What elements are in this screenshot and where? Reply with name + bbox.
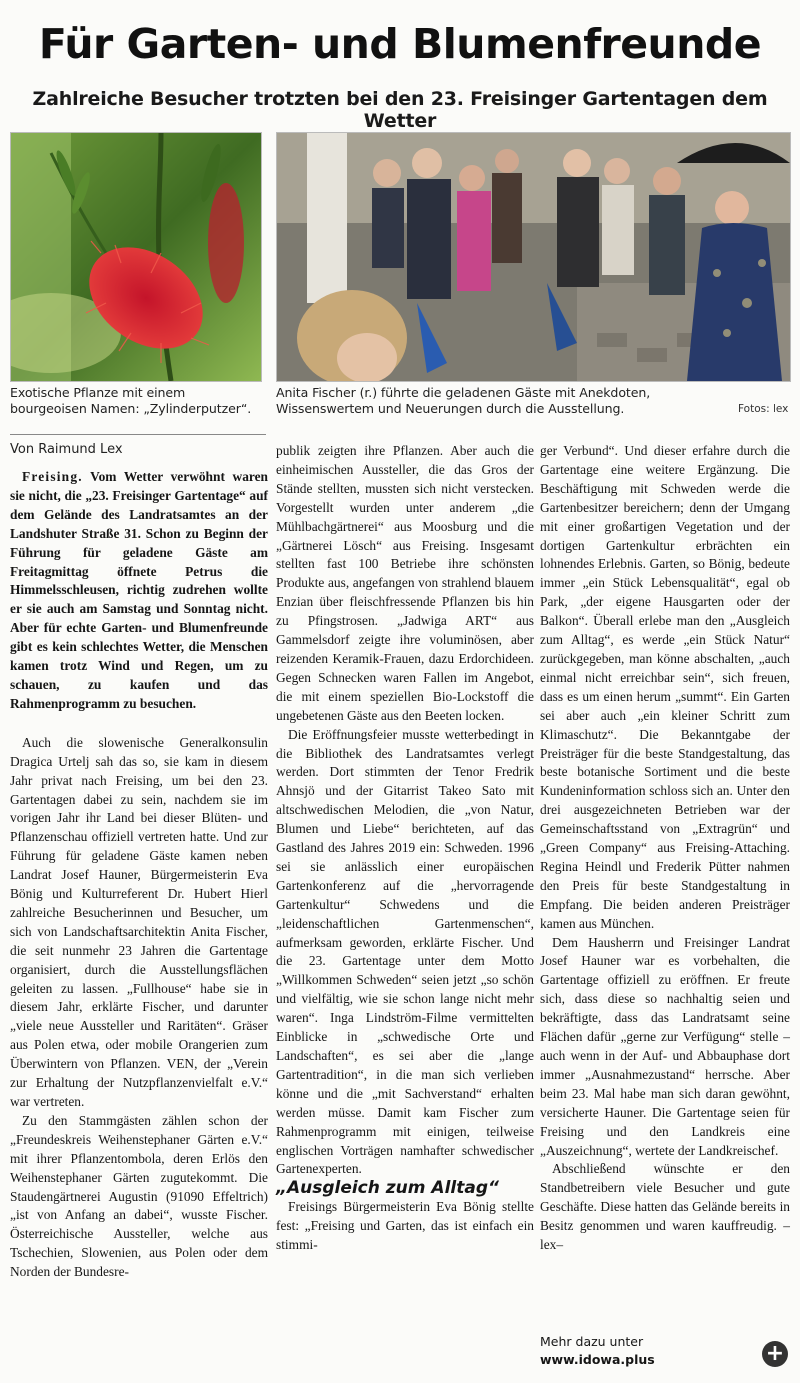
photo-right-caption: Anita Fischer (r.) führte die geladenen Gäste mit Anekdoten, Wissenswertem und Neuerungen durch die Ausstellung.: [276, 385, 651, 416]
lead-paragraph: [10, 468, 268, 714]
col3-paragraph-1: ger Verbund“. Und dieser erfahre durch die Gartentage eine weitere Ergänzung. Die Beschäftigung mit Schweden werde die Gartenbesitzer bereichern; denn der Umgang mit einer großartigen Vegetation und der dortigen Gartenkultur erbrächten ein lohnendes Erlebnis. Garten, so Bönig, bedeute immer „ein Stück Lebensqualität“, egal ob Park, „der eigene Hausgarten oder der Balkon“. Überall erlebe man den „Ausgleich zum Alltag“, es werde „ein Stück Natur“ zurückgegeben, man könne abschalten, „auch einmal nicht erreichbar sein“, sich freuen, dass es um einen herum „summt“. Ein Garten sei aber auch „ein kleiner Schritt zum Klimaschutz“. Die Bekanntgabe der Preisträger für die beste Standgestaltung, das beste botanische Sortiment und die beste Kundeninformation schloss sich an. Unter den drei ausgezeichneten Betrieben war der Gemeinschaftsstand von „Extragrün“ und „Green Company“ aus Freising-Attaching. Regina Heindl und Frederik Pütter nahmen den Preis für beste Standgestaltung in Empfang. Die beiden anderen Preisträger kamen aus München.: [540, 443, 790, 931]
section-heading: „Ausgleich zum Alltag“: [276, 1178, 499, 1199]
col2-paragraph-1: publik zeigten ihre Pflanzen. Aber auch die einheimischen Aussteller, die das Gros der Stände stellten, mussten sich nicht verstecken. Vorgestellt wurden unter anderem „die Mühlbachgärtnerei“ aus Moosburg und die „Gärtnerei Lösch“ aus Freising. Insgesamt stellten fast 100 Betriebe ihre schönsten Produkte aus, angefangen von strahlend blauem Enzian über fleischfressende Pflanzen bis hin zu Pfingstrosen. „Jadwiga ART“ aus Gammelsdorf zeigte ihre voluminösen, aber reizenden Keramik-Frauen, dazu Erdorchideen. Gegen Schnecken waren Fallen im Angebot, die mit einem speziellen Bio-Lockstoff die ungebetenen Gäste aus den Beeten locken.: [276, 443, 534, 723]
byline: Von Raimund Lex: [10, 442, 123, 457]
subheadline: Zahlreiche Besucher trotzten bei den 23. Freisinger Gartentagen dem Wetter: [32, 88, 768, 132]
column-3: [540, 442, 790, 1255]
column-2: [276, 442, 534, 1255]
more-info: [540, 1333, 655, 1369]
col1-paragraph-1: Auch die slowenische Generalkonsulin Dragica Urtelj sah das so, sie kam in diesem Jahr privat nach Freising, um bei den 23. Gartentagen dabei zu sein, nachdem sie im vorigen Jahr ihr Land bei dieser Blüten- und Pflanzenschau offiziell vertreten hatte. Und zur Führung für geladene Gäste kamen neben Landrat Josef Hauner, Bürgermeisterin Eva Bönig und Kulturreferent Dr. Hubert Hierl zahlreiche Besucherinnen und Besucher, um sich von Landschaftsarchitektin Anita Fischer, die seit nunmehr 23 Jahren die Gartentage organisiert, durch die Ausstellungsflächen geleiten zu lassen. „Fullhouse“ habe sie in diesem Jahr, erklärte Fischer, und darunter „viele neue Aussteller und Raritäten“. Gräser aus Polen etwa, oder mobile Orangerien zum Überwintern von Pflanzen. VEN, der „Verein zur Erhaltung der Nutzpflanzenvielfalt e.V.“ war vertreten.: [10, 734, 268, 1109]
col2-paragraph-2: Die Eröffnungsfeier musste wetterbedingt in die Bibliothek des Landratsamtes verlegt werden. Dort stimmten der Tenor Fredrik Ahnsjö und der Gitarrist Takeo Sato mit altschwedischen Melodien, die „von Natur, Blumen und Liebe“ berichteten, auf das Gastland des Jahres 2019 ein: Schweden. 1996 sei sie anlässlich einer europäischen Gartenkonferenz auf die „hervorragende Gartenkultur“ Schwedens und die „leidenschaftlichen Gartenmenschen“, aufmerksam geworden, erklärte Fischer. Und die 23. Gartentage unter dem Motto „Willkommen Schweden“ seien jetzt „so schön und vielfältig, wie sie schon lange nicht mehr waren“. Inga Lindström-Filme vermittelten Einblicke in „schwedische Orte und Landschaften“, es sei aber die „lange Gartentradition“, in die man sich verlieben könne und die „mit Sachverstand“ erhalten werden müsse. Damit kam Fischer zum Rahmenprogramm mit einigen, teilweise englischen Vorträgen namhafter schwedischer Gartenexperten.: [276, 726, 534, 1177]
col1-paragraph-2: Zu den Stammgästen zählen schon der „Freundeskreis Weihenstephaner Gärten e.V.“ mit ihrer Pflanzentombola, deren Erlös den Weihenstephaner Gärten zugutekommt. Die Staudengärtnerei Augustin (91090 Effeltrich) „ist von Anfang an dabei“, wusste Fischer. Österreichische Aussteller, welche aus Tschechien, Slowenien, aus Polen oder dem Norden der Bundesre-: [10, 1112, 268, 1280]
plus-icon: +: [762, 1341, 788, 1367]
column-1: [10, 468, 268, 1282]
col2-paragraph-3: Freisings Bürgermeisterin Eva Bönig stellte fest: „Freising und Garten, das ist einfach ein stimmi-: [276, 1199, 534, 1253]
col3-paragraph-3: Abschließend wünschte er den Standbetreibern viele Besucher und gute Geschäfte. Diese hatten das Gelände bereits in Besitz genommen und waren kauffreudig. –lex–: [540, 1161, 790, 1253]
photo-credit: Fotos: lex: [738, 403, 789, 415]
byline-rule: [10, 434, 266, 435]
photo-left-caption: Exotische Pflanze mit einem bourgeoisen Namen: „Zylinderputzer“.: [10, 385, 252, 416]
lead-text: Vom Wetter verwöhnt waren sie nicht, die „23. Freisinger Gartentage“ auf dem Gelände des Landratsamtes an der Landshuter Straße 31. Schon zu Beginn der Führung für geladene Gäste am Freitagmittag öffnete Petrus die Himmelsschleusen, richtig zudrehen wollte er sie auch am Samstag und Sonntag nicht. Aber für echte Garten- und Blumenfreunde gibt es kein schlechtes Wetter, die Menschen kamen trotz Wind und Regen, um zu schauen, zu kaufen und das Rahmenprogramm zu besuchen.: [10, 469, 268, 711]
col3-paragraph-2: Dem Hausherrn und Freisinger Landrat Josef Hauner war es vorbehalten, die Gartentage offiziell zu eröffnen. Er freute sich, dass diese so nachhaltig seien und bekräftigte, dass das Landratsamt seine Flächen dafür „gerne zur Verfügung“ stelle – auch wenn in der Auf- und Abbauphase dort immer „Ausnahmezustand“ herrsche. Aber beim 23. Mal habe man sich daran gewöhnt, versicherte Hauner. Die Gartentage seien für Freising und den Landkreis eine „Auszeichnung“, wertete der Landkreischef.: [540, 934, 790, 1158]
photo-bottlebrush: [10, 132, 262, 382]
lead-place: Freising.: [22, 469, 83, 484]
more-link[interactable]: www.idowa.plus: [540, 1352, 655, 1367]
photo-guided-tour: [276, 132, 791, 382]
headline: Für Garten- und Blumenfreunde: [38, 20, 762, 68]
more-label: Mehr dazu unter: [540, 1334, 644, 1349]
